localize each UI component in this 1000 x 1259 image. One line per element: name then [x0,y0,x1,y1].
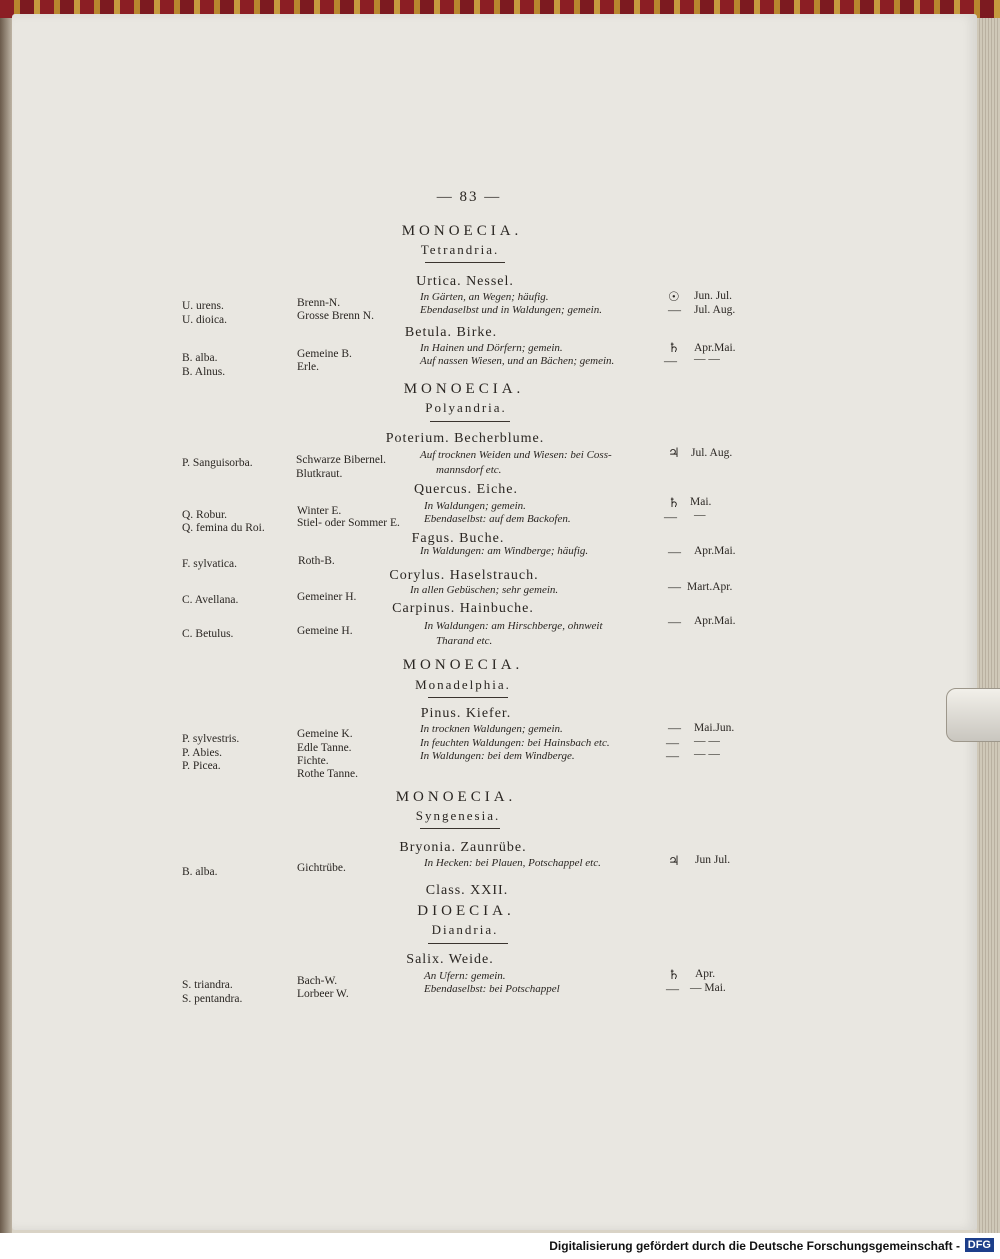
locality: An Ufern: gemein. [424,970,506,982]
species-name: U. urens. [182,300,224,312]
class-heading: MONOECIA. [403,381,525,397]
divider [428,943,508,944]
species-name: S. triandra. [182,979,233,991]
lifespan-symbol: — [668,720,681,735]
species-name: B. alba. [182,352,218,364]
species-name: Q. femina du Roi. [182,522,265,534]
german-name: Stiel- oder Sommer E. [297,517,400,529]
lifespan-symbol: ♃ [668,445,680,460]
species-name: C. Avellana. [182,594,239,606]
genus-heading: Carpinus. Hainbuche. [392,601,534,616]
page-edges [977,18,1000,1233]
locality: Auf trocknen Weiden und Wiesen: bei Coss- [420,449,612,461]
species-name: Q. Robur. [182,509,228,521]
genus-heading: Corylus. Haselstrauch. [389,568,539,583]
book-gutter [0,18,12,1233]
german-name: Schwarze Bibernel. [296,454,387,466]
flowering-months: Jun Jul. [695,854,731,866]
locality: In feuchten Waldungen: bei Hainsbach etc. [420,737,610,749]
german-name: Gemeiner H. [297,591,357,603]
german-name: Bach-W. [297,975,338,987]
flowering-months: Jun. Jul. [694,290,733,302]
flowering-months: Apr. [695,968,716,980]
species-name: P. Picea. [182,760,221,772]
dfg-logo: DFG [965,1238,994,1252]
locality: In Waldungen; gemein. [424,500,526,512]
species-name: U. dioica. [182,314,228,326]
locality: In allen Gebüschen; sehr gemein. [410,584,559,596]
flowering-months: Mai.Jun. [694,722,735,734]
german-name: Gemeine B. [297,348,352,360]
order-heading: Diandria. [431,922,499,937]
page-clip [946,688,1000,742]
lifespan-symbol: — [668,544,681,559]
locality: Ebendaselbst und in Waldungen; gemein. [420,304,602,316]
lifespan-symbol: ♄ [668,495,680,510]
flowering-months: — — [694,748,720,760]
species-name: P. Sanguisorba. [182,457,253,469]
order-heading: Monadelphia. [415,677,511,692]
genus-heading: Poterium. Becherblume. [385,431,545,446]
locality-cont: Tharand etc. [436,635,493,647]
german-name: Gemeine K. [297,728,353,740]
lifespan-symbol: — [666,748,679,763]
genus-heading: Pinus. Kiefer. [420,706,512,721]
species-name: B. Alnus. [182,366,226,378]
german-name: Grosse Brenn N. [297,310,374,322]
flowering-months: Mai. [690,496,712,508]
lifespan-symbol: — [668,579,681,594]
order-heading: Polyandria. [425,400,507,415]
genus-heading: Betula. Birke. [404,325,498,340]
flowering-months: Mart.Apr. [687,581,733,593]
class-heading: MONOECIA. [395,789,517,805]
species-name: P. sylvestris. [182,733,240,745]
german-name-alt: Rothe Tanne. [297,768,358,780]
divider [428,697,508,698]
lifespan-symbol: — [666,981,679,996]
german-name: Erle. [297,361,320,373]
flowering-months: — — [694,353,720,365]
order-heading: Syngenesia. [415,808,501,823]
lifespan-symbol: ♄ [668,340,680,355]
genus-heading: Urtica. Nessel. [416,274,514,289]
species-name: B. alba. [182,866,218,878]
flowering-months: Apr.Mai. [694,545,736,557]
lifespan-symbol: ♃ [668,853,680,868]
divider [425,262,505,263]
lifespan-symbol: — [668,302,681,317]
species-name: C. Betulus. [182,628,234,640]
locality: Ebendaselbst: bei Potschappel [424,983,560,995]
divider [420,828,500,829]
locality: Ebendaselbst: auf dem Backofen. [424,513,571,525]
genus-heading: Bryonia. Zaunrübe. [399,840,527,855]
flowering-months: Jul. Aug. [694,304,736,316]
german-name-alt: Blutkraut. [296,468,343,480]
lifespan-symbol: ♄ [668,967,680,982]
lifespan-symbol: — [668,614,681,629]
locality: In Waldungen: am Windberge; häufig. [420,545,589,557]
class-heading: MONOECIA. [402,657,524,673]
page-number: — 83 — [436,189,502,205]
german-name: Gemeine H. [297,625,353,637]
locality-cont: mannsdorf etc. [436,464,502,476]
flowering-months: Jul. Aug. [691,447,733,459]
locality: In Waldungen: bei dem Windberge. [420,750,575,762]
class-heading: DIOECIA. [417,903,515,919]
flowering-months: — [694,509,706,521]
species-name: S. pentandra. [182,993,243,1005]
lifespan-symbol: ☉ [668,289,680,304]
locality: Auf nassen Wiesen, und an Bächen; gemein. [420,355,615,367]
genus-heading: Fagus. Buche. [411,531,505,546]
classis-number: Class. XXII. [425,883,509,898]
lifespan-symbol: — [664,509,677,524]
species-name: P. Abies. [182,747,222,759]
german-name: Winter E. [297,505,342,517]
locality: In trocknen Waldungen; gemein. [420,723,563,735]
german-name: Edle Tanne. [297,742,352,754]
species-name: F. sylvatica. [182,558,237,570]
divider [430,421,510,422]
flowering-months: — Mai. [690,982,726,994]
genus-heading: Quercus. Eiche. [413,482,519,497]
german-name: Roth-B. [298,555,335,567]
flowering-months: — — [694,735,720,747]
lifespan-symbol: — [664,353,677,368]
flowering-months: Apr.Mai. [694,342,736,354]
order-heading: Tetrandria. [420,242,500,257]
german-name: Brenn-N. [297,297,341,309]
german-name: Lorbeer W. [297,988,349,1000]
locality: In Hainen und Dörfern; gemein. [420,342,563,354]
footer-credit: Digitalisierung gefördert durch die Deutsche Forschungsgemeinschaft - [549,1239,960,1253]
genus-heading: Salix. Weide. [406,952,494,967]
locality: In Gärten, an Wegen; häufig. [420,291,549,303]
class-heading: MONOECIA. [401,223,523,239]
lifespan-symbol: — [666,735,679,750]
german-name: Gichtrübe. [297,862,346,874]
locality: In Waldungen: am Hirschberge, ohnweit [424,620,603,632]
flowering-months: Apr.Mai. [694,615,736,627]
german-name: Fichte. [297,755,329,767]
locality: In Hecken: bei Plauen, Potschappel etc. [424,857,601,869]
